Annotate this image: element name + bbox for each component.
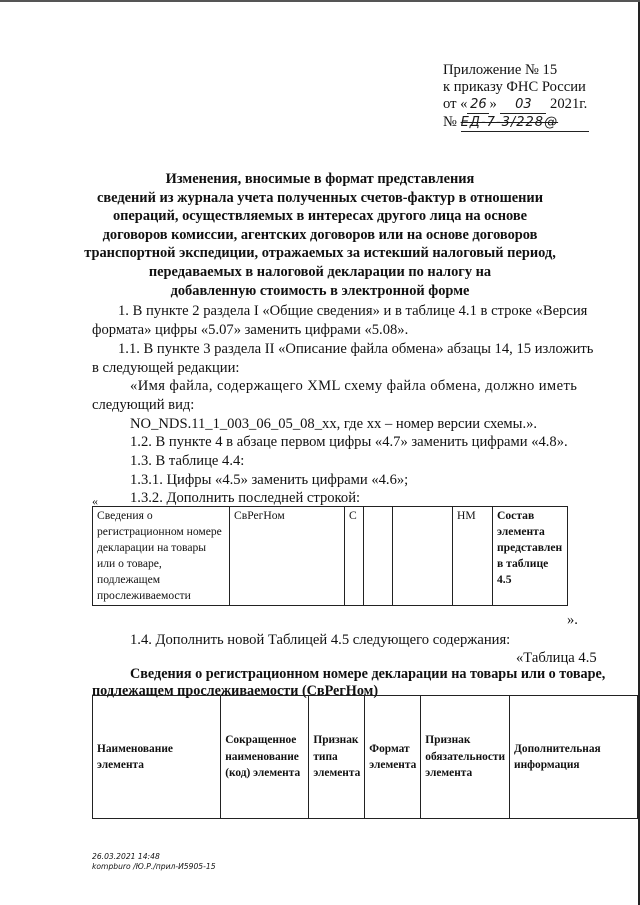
row-cell-info: Состав элемента представлен в таблице 4.5: [493, 507, 568, 606]
title-line: Изменения, вносимые в формат представления: [165, 171, 475, 187]
title-line: договоров комиссии, агентских договоров или на основе договоров: [102, 226, 538, 243]
number-value: ЕД-7-3/228@: [461, 114, 589, 132]
title-line: добавленную стоимость в электронной форме: [170, 282, 470, 299]
header-format: Формат элемента: [365, 696, 421, 819]
paragraph-5: 1.2. В пункте 4 в абзаце первом цифры «4.7» заменить цифрами «4.8».: [130, 434, 568, 450]
row-cell-type: С: [345, 507, 364, 606]
attachment-date: [443, 96, 589, 114]
footer-path: kompburo /Ю.Р./прил-И5905-15: [92, 862, 216, 871]
paragraph-3-line2: следующий вид:: [92, 397, 195, 413]
date-year: 2021г.: [550, 96, 588, 112]
paragraph-2-line1: 1.1. В пункте 3 раздела II «Описание файла обмена» абзацы 14, 15 изложить: [118, 341, 594, 357]
paragraph-1-line2: формата» цифры «5.07» заменить цифрами «5.08».: [92, 322, 409, 338]
print-footer: [92, 852, 216, 872]
paragraph-8: 1.3.2. Дополнить последней строкой:: [130, 490, 361, 506]
date-day: 26: [467, 96, 489, 114]
title-line: сведений из журнала учета полученных счетов-фактур в отношении: [96, 189, 544, 206]
elements-header-table: [92, 695, 638, 819]
attachment-line1: Приложение № 15: [443, 62, 558, 78]
title-line: операций, осуществляемых в интересах другого лица на основе: [112, 208, 528, 225]
table-title-line2: подлежащем прослеживаемости (СвРегНом): [92, 683, 379, 699]
table-row: [93, 696, 638, 819]
date-mid: »: [489, 96, 497, 112]
header-name: Наименование элемента: [93, 696, 221, 819]
scan-edge: [0, 0, 640, 2]
paragraph-6: 1.3. В таблице 4.4:: [130, 453, 245, 469]
row-cell-required: НМ: [453, 507, 493, 606]
title-line: передаваемых в налоговой декларации по налогу на: [148, 263, 492, 280]
attachment-number: [443, 114, 589, 132]
paragraph-3-line1: «Имя файла, содержащего XML схему файла обмена, должно иметь: [130, 378, 578, 394]
paragraph-4: NO_NDS.11_1_003_06_05_08_xx, где xx – номер версии схемы.».: [130, 416, 538, 432]
table-title-line1: Сведения о регистрационном номере декларации на товары или о товаре,: [130, 666, 606, 682]
row-cell-empty: [393, 507, 453, 606]
row-cell-code: СвРегНом: [230, 507, 345, 606]
row-cell-name: Сведения о регистрационном номере декларации на товары или о товаре, подлежащем прослеживаемости: [93, 507, 230, 606]
row-cell-format: [364, 507, 393, 606]
attachment-block: [443, 62, 589, 132]
paragraph-7: 1.3.1. Цифры «4.5» заменить цифрами «4.6»;: [130, 472, 409, 488]
paragraph-2-line2: в следующей редакции:: [92, 360, 240, 376]
row-table: [92, 506, 568, 606]
paragraph-1-line1: 1. В пункте 2 раздела I «Общие сведения» и в таблице 4.1 в строке «Версия: [118, 303, 588, 319]
header-info: Дополнительная информация: [510, 696, 638, 819]
header-type: Признак типа элемента: [309, 696, 365, 819]
header-code: Сокращенное наименование (код) элемента: [221, 696, 309, 819]
paragraph-9: 1.4. Дополнить новой Таблицей 4.5 следующего содержания:: [130, 632, 511, 648]
table-row: [93, 507, 568, 606]
header-required: Признак обязательности элемента: [421, 696, 510, 819]
table-label: «Таблица 4.5: [516, 650, 597, 666]
date-prefix: от «: [443, 96, 468, 112]
title-line: транспортной экспедиции, отражаемых за истекший налоговый период,: [84, 245, 556, 262]
footer-timestamp: 26.03.2021 14:48: [92, 852, 160, 861]
open-quote: «: [92, 494, 98, 508]
close-quote: ».: [567, 612, 578, 628]
date-month: 03: [500, 96, 546, 114]
attachment-line2: к приказу ФНС России: [443, 79, 586, 95]
number-prefix: №: [443, 114, 457, 130]
document-title: [80, 170, 560, 300]
